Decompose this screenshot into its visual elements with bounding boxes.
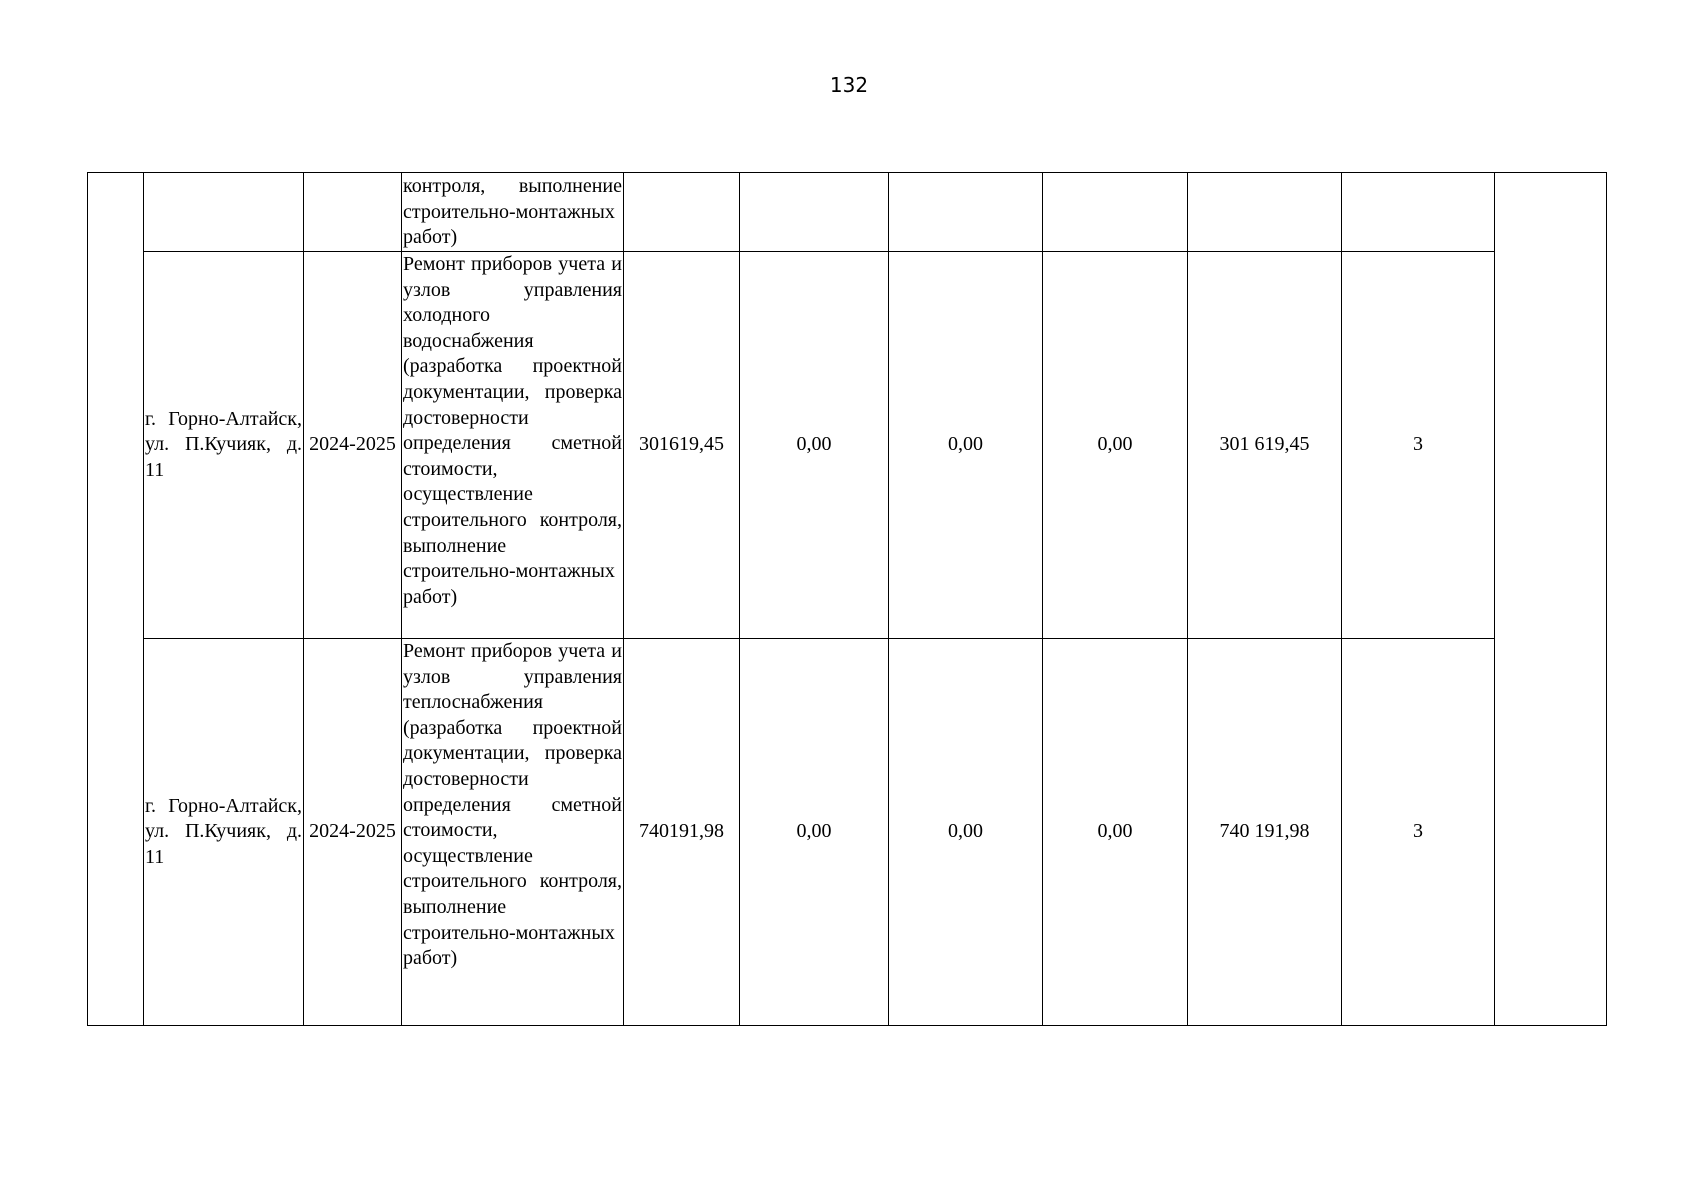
cost-cell-c	[1043, 173, 1188, 252]
count-cell: 3	[1342, 639, 1495, 1026]
work-description-cell: Ремонт приборов учета и узлов управления теплоснабжения (разработка проектной документации, проверка достоверности определения сметной стоимости, осуществление строительного контроля, выполнение строительно-монтажных работ)	[402, 639, 624, 1026]
period-cell	[304, 173, 402, 252]
continuation-row	[88, 173, 1607, 252]
works-table	[87, 172, 1607, 1026]
cost-cell-a	[740, 173, 889, 252]
cost-cell-a: 0,00	[740, 252, 889, 639]
total-cost-cell	[624, 173, 740, 252]
page-number: 132	[829, 73, 869, 97]
address-cell: г. Горно-Алтайск, ул. П.Кучияк, д. 11	[144, 252, 304, 639]
table-row	[88, 639, 1607, 1026]
last-column-cell	[1495, 173, 1607, 1026]
cost-cell-a: 0,00	[740, 639, 889, 1026]
address-cell	[144, 173, 304, 252]
period-cell: 2024-2025	[304, 252, 402, 639]
cost-cell-d: 301 619,45	[1188, 252, 1342, 639]
work-description-cell: Ремонт приборов учета и узлов управления холодного водоснабжения (разработка проектной документации, проверка достоверности определения сметной стоимости, осуществление строительного контроля, выполнение строительно-монтажных работ)	[402, 252, 624, 639]
cost-cell-c: 0,00	[1043, 252, 1188, 639]
count-cell: 3	[1342, 252, 1495, 639]
cost-cell-c: 0,00	[1043, 639, 1188, 1026]
work-description-cell: контроля, выполнение строительно-монтажных работ)	[402, 173, 624, 252]
cost-cell-b: 0,00	[889, 252, 1043, 639]
count-cell	[1342, 173, 1495, 252]
table-row	[88, 252, 1607, 639]
period-cell: 2024-2025	[304, 639, 402, 1026]
cost-cell-d	[1188, 173, 1342, 252]
cost-cell-d: 740 191,98	[1188, 639, 1342, 1026]
total-cost-cell: 301619,45	[624, 252, 740, 639]
cost-cell-b: 0,00	[889, 639, 1043, 1026]
total-cost-cell: 740191,98	[624, 639, 740, 1026]
index-cell	[88, 173, 144, 1026]
cost-cell-b	[889, 173, 1043, 252]
address-cell: г. Горно-Алтайск, ул. П.Кучияк, д. 11	[144, 639, 304, 1026]
